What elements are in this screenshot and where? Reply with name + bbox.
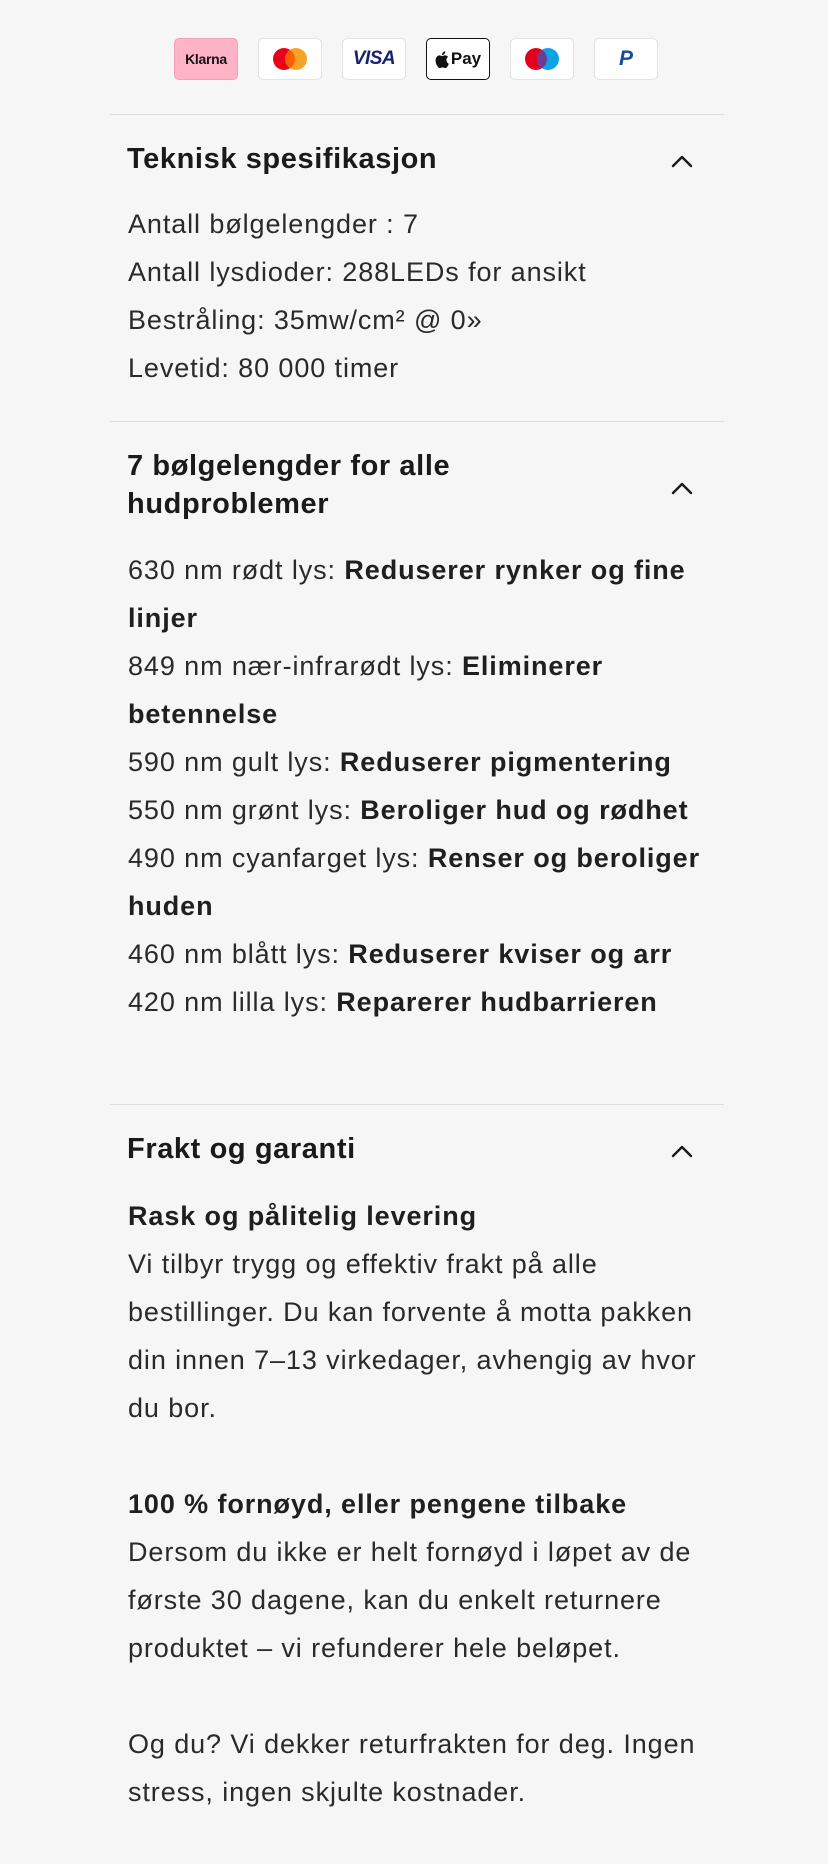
tech-spec-line: Antall bølgelengder : 7	[128, 209, 419, 239]
paypal-label: P	[618, 47, 633, 70]
mastercard-icon	[258, 38, 322, 80]
wavelength-item	[128, 738, 728, 786]
maestro-icon	[510, 38, 574, 80]
accordion-title-tech: Teknisk spesifikasjon	[127, 143, 438, 175]
tech-spec-line: Bestråling: 35mw/cm² @ 0»	[128, 305, 483, 335]
wavelength-benefit: Reparerer hudbarrieren	[336, 987, 658, 1017]
visa-label: VISA	[352, 48, 396, 69]
accordion-title-wavelengths: 7 bølgelengder for alle hudproblemer	[127, 450, 451, 520]
wavelength-item	[128, 834, 728, 930]
guarantee-text: Dersom du ikke er helt fornøyd i løpet av de første 30 dagene, kan du enkelt returnere produktet – vi refunderer hele beløpet.	[128, 1537, 692, 1663]
wavelength-benefit: Reduserer kviser og arr	[348, 939, 673, 969]
wavelength-item	[128, 930, 728, 978]
delivery-heading	[128, 1192, 718, 1240]
wavelength-benefit: Reduserer pigmentering	[339, 747, 672, 777]
wavelength-benefit: Reduserer rynker og fine linjer	[128, 555, 686, 633]
wavelength-label: 460 nm blått lys:	[128, 939, 349, 969]
wavelength-item	[128, 978, 728, 1026]
tech-spec-line: Antall lysdioder: 288LEDs for ansikt	[128, 257, 587, 287]
chevron-up-icon[interactable]	[670, 1139, 694, 1163]
wavelength-list	[128, 546, 728, 1026]
spacer	[128, 1672, 718, 1720]
spacer	[128, 1432, 718, 1480]
chevron-up-icon[interactable]	[670, 149, 694, 173]
visa-icon	[342, 38, 406, 80]
chevron-up-icon[interactable]	[670, 476, 694, 500]
guarantee-heading-text: 100 % fornøyd, eller pengene tilbake	[128, 1489, 628, 1519]
wavelength-benefit: Eliminerer betennelse	[128, 651, 604, 729]
wavelength-item	[128, 642, 728, 738]
wavelength-label: 590 nm gult lys:	[128, 747, 340, 777]
divider	[110, 421, 724, 422]
return-text: Og du? Vi dekker returfrakten for deg. Ingen stress, ingen skjulte kostnader.	[128, 1729, 696, 1807]
delivery-heading-text: Rask og pålitelig levering	[128, 1201, 477, 1231]
paypal-icon	[594, 38, 658, 80]
accordion-header-wavelengths[interactable]	[127, 447, 607, 523]
accordion-title-shipping: Frakt og garanti	[127, 1133, 356, 1165]
tech-spec-line: Levetid: 80 000 timer	[128, 353, 400, 383]
wavelength-label: 550 nm grønt lys:	[128, 795, 361, 825]
klarna-label: Klarna	[185, 51, 227, 67]
wavelength-item	[128, 546, 728, 642]
shipping-content	[128, 1192, 718, 1816]
klarna-icon	[174, 38, 238, 80]
divider	[110, 1104, 724, 1105]
payment-methods	[174, 38, 658, 80]
divider	[110, 114, 724, 115]
tech-spec-list	[128, 200, 728, 392]
wavelength-benefit: Renser og beroliger huden	[128, 843, 701, 921]
accordion-header-shipping[interactable]	[127, 1130, 356, 1168]
wavelength-label: 490 nm cyanfarget lys:	[128, 843, 428, 873]
wavelength-label: 630 nm rødt lys:	[128, 555, 345, 585]
delivery-text: Vi tilbyr trygg og effektiv frakt på alle bestillinger. Du kan forvente å motta pakken din innen 7–13 virkedager, avhengig av hvor du bor.	[128, 1249, 697, 1423]
wavelength-label: 849 nm nær-infrarødt lys:	[128, 651, 462, 681]
wavelength-item	[128, 786, 728, 834]
apple-pay-label: Pay	[450, 49, 482, 68]
wavelength-label: 420 nm lilla lys:	[128, 987, 337, 1017]
apple-pay-icon	[426, 38, 490, 80]
guarantee-heading	[128, 1480, 718, 1528]
accordion-header-tech[interactable]	[127, 140, 437, 178]
wavelength-benefit: Beroliger hud og rødhet	[360, 795, 689, 825]
